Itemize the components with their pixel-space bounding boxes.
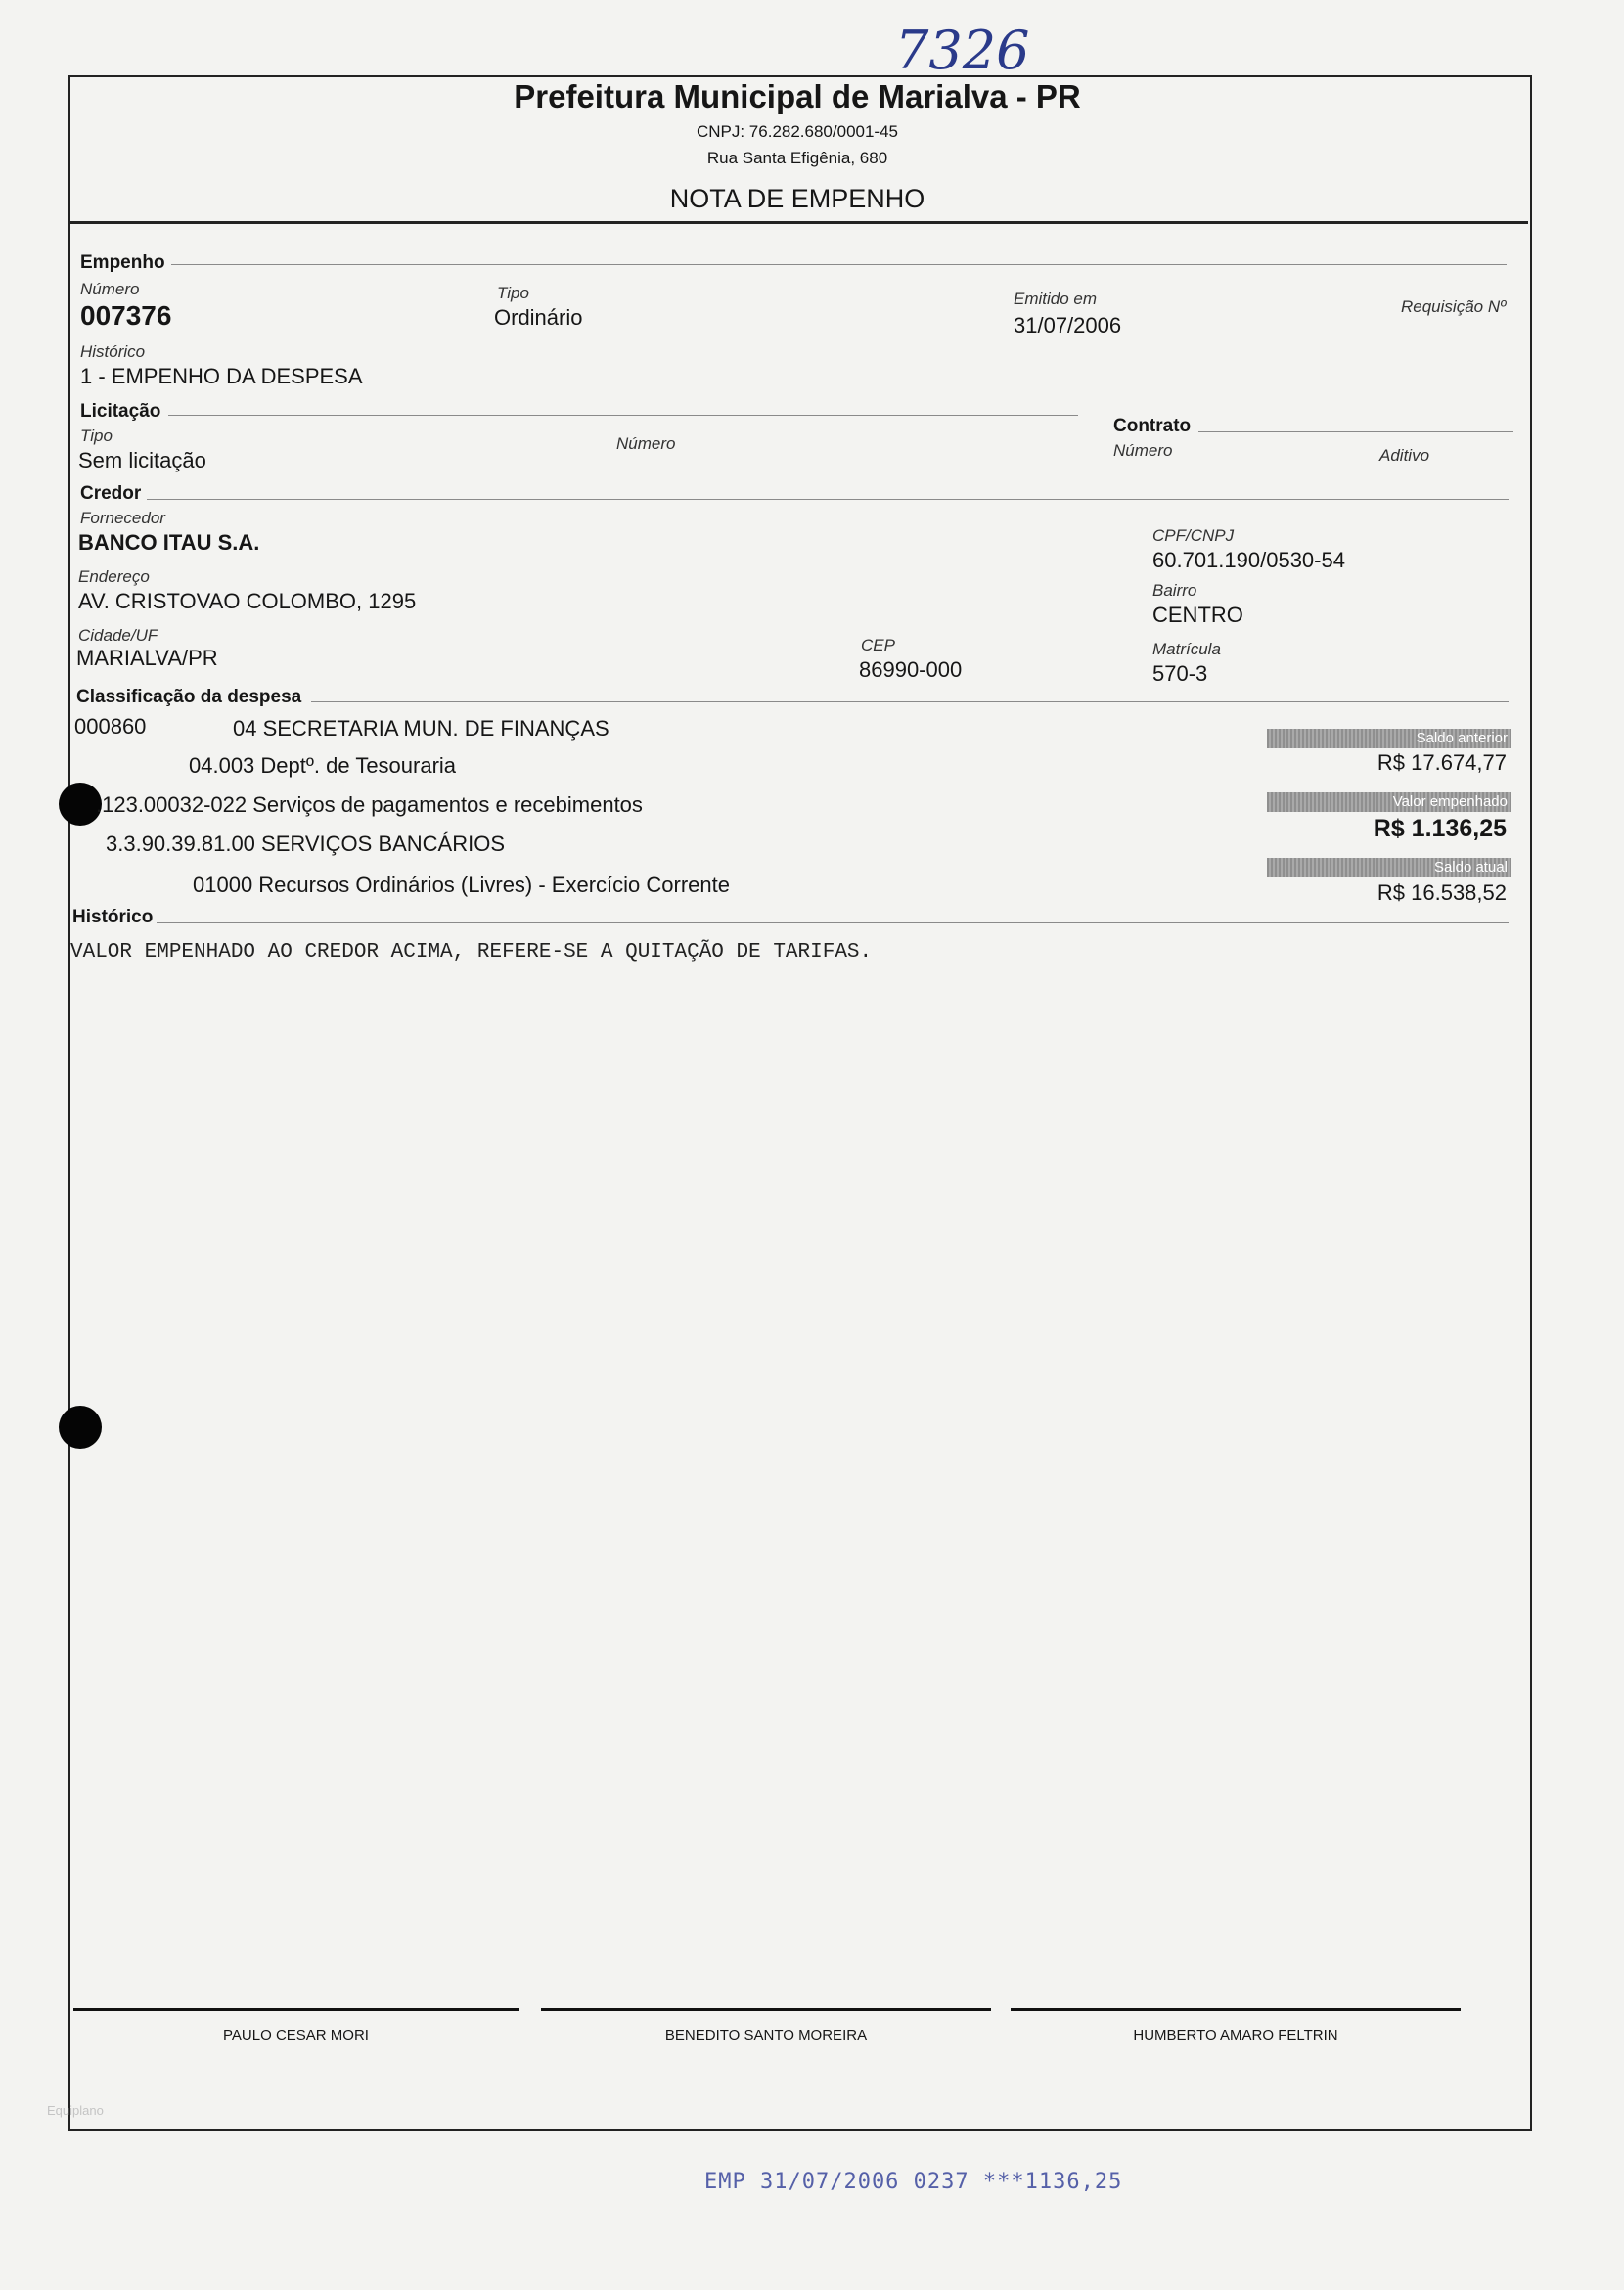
section-rule	[147, 499, 1509, 500]
historico-text: VALOR EMPENHADO AO CREDOR ACIMA, REFERE-SE A QUITAÇÃO DE TARIFAS.	[70, 941, 873, 964]
section-rule	[171, 264, 1507, 265]
licitacao-numero-label: Número	[616, 434, 676, 453]
footer-small-text: Equiplano	[47, 2103, 104, 2118]
emitido-date: 31/07/2006	[1014, 313, 1122, 337]
section-rule	[157, 922, 1509, 923]
saldo-atual-value: R$ 16.538,52	[1376, 880, 1507, 905]
endereco-label: Endereço	[78, 567, 150, 586]
section-rule	[1198, 431, 1513, 432]
classificacao-line-5: 01000 Recursos Ordinários (Livres) - Exercício Corrente	[193, 873, 730, 897]
saldo-anterior-value: R$ 17.674,77	[1376, 750, 1507, 775]
emitido-label: Emitido em	[1014, 290, 1098, 308]
section-rule	[168, 415, 1078, 416]
header-rule	[70, 221, 1528, 224]
signature-name: BENEDITO SANTO MOREIRA	[664, 2027, 868, 2043]
punch-hole	[59, 1406, 102, 1449]
empenho-numero: 007376	[80, 300, 172, 331]
endereco-value: AV. CRISTOVAO COLOMBO, 1295	[78, 589, 417, 613]
cpf-value: 60.701.190/0530-54	[1152, 548, 1345, 572]
cep-label: CEP	[861, 636, 895, 654]
matricula-label: Matrícula	[1152, 640, 1221, 658]
header-address: Rua Santa Efigênia, 680	[706, 149, 888, 167]
section-licitacao: Licitação	[80, 401, 161, 422]
historico-label: Histórico	[80, 342, 146, 361]
classificacao-line-4: 3.3.90.39.81.00 SERVIÇOS BANCÁRIOS	[106, 831, 506, 856]
classificacao-line-3: .123.00032-022 Serviços de pagamentos e recebimentos	[96, 792, 643, 817]
bank-stamp: EMP 31/07/2006 0237 ***1136,25	[704, 2170, 1123, 2194]
matricula-value: 570-3	[1152, 661, 1208, 686]
section-historico: Histórico	[72, 907, 154, 927]
signature-line	[541, 2008, 991, 2011]
cidade-value: MARIALVA/PR	[76, 646, 218, 670]
saldo-anterior-label: Saldo anterior	[1267, 729, 1511, 748]
tipo-label: Tipo	[497, 284, 529, 302]
contrato-aditivo-label: Aditivo	[1379, 446, 1430, 465]
empenho-historico: 1 - EMPENHO DA DESPESA	[80, 364, 363, 388]
fornecedor-name: BANCO ITAU S.A.	[78, 530, 260, 555]
document-type-title: NOTA DE EMPENHO	[669, 184, 925, 213]
cpf-label: CPF/CNPJ	[1152, 526, 1235, 545]
fornecedor-label: Fornecedor	[80, 509, 165, 527]
section-rule	[311, 701, 1509, 702]
requisicao-label: Requisição Nº	[1401, 297, 1507, 316]
valor-empenhado-value: R$ 1.136,25	[1373, 815, 1507, 842]
empenho-tipo: Ordinário	[494, 305, 583, 330]
classificacao-code: 000860	[74, 714, 147, 739]
signature-line	[73, 2008, 519, 2011]
cep-value: 86990-000	[859, 657, 963, 682]
contrato-numero-label: Número	[1113, 441, 1173, 460]
classificacao-line-2: 04.003 Deptº. de Tesouraria	[189, 753, 457, 778]
cidade-label: Cidade/UF	[78, 626, 158, 645]
licitacao-tipo-label: Tipo	[80, 427, 113, 445]
signature-name: HUMBERTO AMARO FELTRIN	[1133, 2027, 1338, 2043]
signature-name: PAULO CESAR MORI	[223, 2027, 369, 2043]
valor-empenhado-label: Valor empenhado	[1267, 792, 1511, 812]
bairro-label: Bairro	[1152, 581, 1197, 600]
section-empenho: Empenho	[80, 252, 165, 273]
licitacao-tipo: Sem licitação	[78, 448, 206, 472]
bairro-value: CENTRO	[1152, 603, 1243, 627]
section-credor: Credor	[80, 483, 142, 504]
numero-label: Número	[80, 280, 140, 298]
section-contrato: Contrato	[1113, 416, 1192, 436]
signature-line	[1011, 2008, 1461, 2011]
saldo-atual-label: Saldo atual	[1267, 858, 1511, 877]
header-cnpj: CNPJ: 76.282.680/0001-45	[696, 122, 899, 141]
section-classificacao: Classificação da despesa	[76, 687, 302, 707]
page-title: Prefeitura Municipal de Marialva - PR	[514, 78, 1081, 114]
handwritten-number: 7326	[895, 20, 1030, 81]
classificacao-line-1: 04 SECRETARIA MUN. DE FINANÇAS	[233, 716, 609, 741]
